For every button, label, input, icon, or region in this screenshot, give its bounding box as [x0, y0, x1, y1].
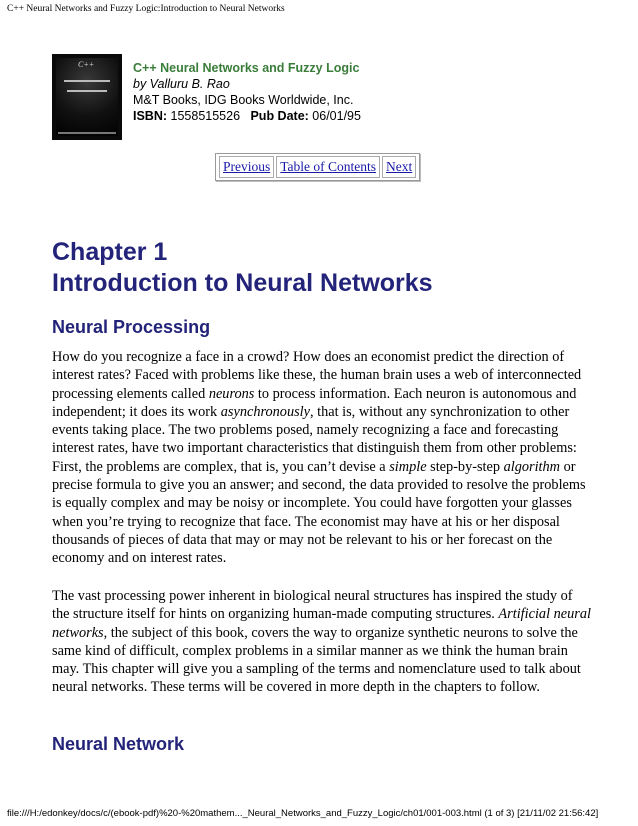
book-publisher: M&T Books, IDG Books Worldwide, Inc. — [133, 93, 354, 107]
section-heading-neural-network: Neural Network — [52, 734, 185, 754]
emphasis-asynchronously: asynchronously — [220, 403, 310, 420]
emphasis-artificial-neural-networks: Artificial neural networks — [52, 606, 591, 641]
paragraph-text: or precise formula to give you an answer; and second, the data provided to resolve the problems is equally complex and may be noisy or incomplete. You could have forgotten your glasses when you’re trying to recognize that face. The economist may have at his or her disposal thousands of pieces of data that may or may not be relevant to his or her forecast on the economy and on interest rates. — [52, 458, 586, 567]
book-cover-logo: C++ — [78, 60, 95, 69]
book-info — [133, 60, 361, 124]
book-title: C++ Neural Networks and Fuzzy Logic — [133, 61, 360, 75]
book-cover-image — [52, 54, 122, 140]
chapter-name: Introduction to Neural Networks — [52, 269, 433, 297]
book-cover-title-line — [64, 80, 110, 82]
emphasis-neurons: neurons — [208, 385, 255, 402]
paragraph-text: How do you recognize a face in a crowd? How does an economist predict the direction of interest rates? Faced with problems like these, the human brain uses a web of interconnected processing elements called — [52, 349, 582, 402]
table-of-contents-link[interactable]: Table of Contents — [276, 156, 380, 178]
book-isbn-row — [133, 108, 361, 124]
book-author: by Valluru B. Rao — [133, 77, 230, 91]
previous-link[interactable]: Previous — [219, 156, 274, 178]
section-heading-neural-processing: Neural Processing — [52, 317, 211, 337]
paragraph-text: to process information. Each neuron is autonomous and independent; it does its work — [52, 385, 577, 420]
book-cover-subtitle-line — [67, 90, 107, 92]
page-footer: file:///H:/edonkey/docs/c/(ebook-pdf)%20-%20mathem..._Neural_Networks_and_Fuzzy_Logic/ch01/001-003.html (1 of 3) [21/11/02 21:56:42] — [7, 808, 599, 819]
paragraph-text: The vast processing power inherent in biological neural structures has inspired the study of the structure itself for hints on organizing human-made computing structures. — [52, 588, 573, 623]
paragraph-1 — [52, 348, 592, 568]
chapter-title — [52, 237, 433, 299]
paragraph-2 — [52, 587, 592, 697]
pubdate-label: Pub Date: — [250, 109, 309, 123]
emphasis-algorithm: algorithm — [503, 458, 560, 475]
book-cover-footer-line — [58, 132, 116, 134]
isbn-label: ISBN: — [133, 109, 168, 123]
paragraph-text: , the subject of this book, covers the way to organize synthetic neurons to solve the same kind of difficult, complex problems in a similar manner as we think the human brain may. This chapter will give you a sampling of the terms and nomenclature used to talk about neural networks. These terms will be covered in more depth in the chapters to follow. — [52, 624, 581, 696]
next-link[interactable]: Next — [382, 156, 416, 178]
pubdate-value: 06/01/95 — [312, 109, 361, 123]
paragraph-text: , that is, without any synchronization to other events taking place. The two problems posed, namely recognizing a face and forecasting interest rates, have two important characteristics that distinguish them from other problems: First, the problems are complex, that is, you can’t devise a — [52, 403, 577, 475]
page-header: C++ Neural Networks and Fuzzy Logic:Introduction to Neural Networks — [7, 4, 285, 14]
chapter-number: Chapter 1 — [52, 238, 168, 266]
chapter-nav — [215, 153, 420, 181]
isbn-value: 1558515526 — [170, 109, 241, 123]
emphasis-simple: simple — [389, 458, 427, 475]
paragraph-text: step-by-step — [426, 458, 504, 475]
